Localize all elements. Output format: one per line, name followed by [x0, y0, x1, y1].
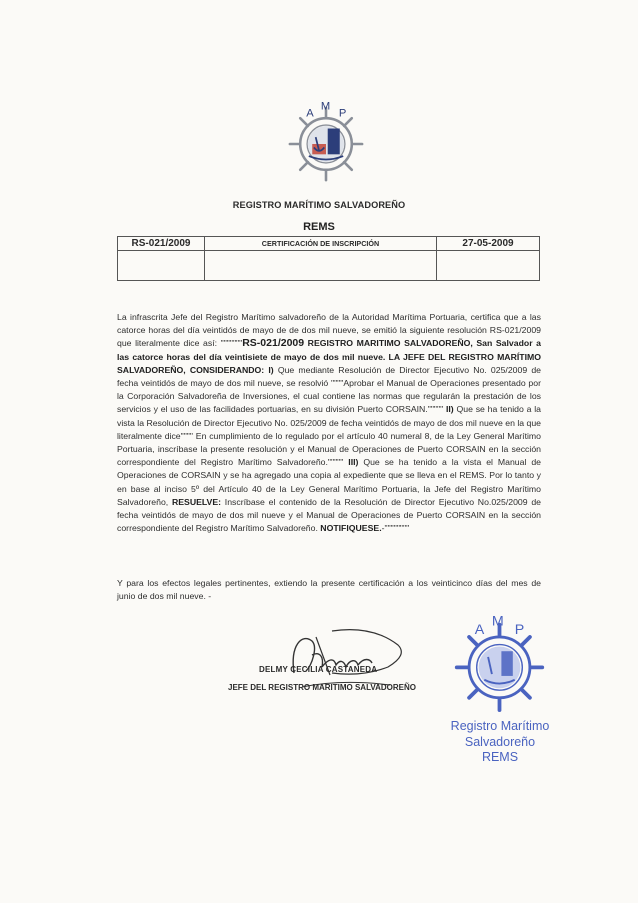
body-intro: La infrascrita Jefe del Registro Marítimo salvadoreño de la Autoridad Marítima Portuaria, certifica que a las catorce horas del día veintidós de mayo de de dos mil nueve, se emitió la siguiente resolución RS-021/2009 que literalmente dice así: """""""	[117, 312, 541, 349]
org-abbr: REMS	[303, 221, 335, 233]
resolution-ref: RS-021/2009	[242, 337, 305, 350]
logo-letter-p: P	[338, 107, 347, 120]
signer-title: JEFE DEL REGISTRO MARITIMO SALVADOREÑO	[228, 683, 417, 692]
body-paragraph	[117, 311, 541, 535]
body-considerando-3: Que se ha tenido a la vista el Manual de Operaciones de CORSAIN y se ha agregado una copia al expediente que se lleva en el REMS. Por lo tanto y en base al inciso 5º del Artículo 40 de la Ley General Marítimo Portuaria, la Jefe del Registro Marítimo Salvadoreño,	[117, 457, 541, 507]
numeral-ii: II)	[443, 404, 454, 415]
logo-letter-m: M	[320, 101, 331, 113]
seal-letter-m: M	[491, 615, 504, 630]
resolution-number: RS-021/2009	[131, 238, 191, 249]
seal-letter-p: P	[514, 622, 525, 639]
certificate-date: 27-05-2009	[462, 238, 514, 249]
official-seal-icon	[452, 615, 547, 715]
certificate-header-table	[117, 236, 540, 281]
resolution-number-cell	[118, 237, 205, 280]
body-considerando-2: Que se ha tenido a la vista la Resolución de Director Ejecutivo No. 025/2009 de fecha veintidós de mayo de dos mil nueve en la que literalmente dice"""" En cumplimiento de lo regulado por el artículo 40 numeral 8, de la Ley General Marítimo Portuaria, inscríbase la presente resolución y el Manual de Operaciones de Puerto CORSAIN en la sección correspondiente del Registro Marítimo Salvadoreño."""""	[117, 404, 542, 468]
closing-paragraph: Y para los efectos legales pertinentes, extiendo la presente certificación a los veinticinco días del mes de junio de dos mil nueve. -	[117, 578, 541, 602]
logo-letter-a: A	[306, 107, 314, 120]
body-resolution: Inscríbase el contenido de la Resolución de Director Ejecutivo No.025/2009 de fecha veintidós de mayo de dos mil nueve y el Manual de Operaciones de Puerto CORSAIN en la sección correspondiente del Registro Marítimo Salvadoreño.	[117, 496, 541, 534]
org-name: REGISTRO MARÍTIMO SALVADOREÑO	[232, 200, 406, 210]
seal-letter-a: A	[474, 622, 485, 639]
notifiquese-label: NOTIFIQUESE.	[317, 523, 382, 534]
certificate-title-cell	[205, 237, 437, 280]
resuelve-label: RESUELVE:	[168, 496, 222, 507]
body-heading: REGISTRO MARITIMO SALVADOREÑO, San Salvador a las catorce horas del día veintisiete de mayo de dos mil nueve. LA JEFE DEL REGISTRO MARÍTIMO SALVADOREÑO, CONSIDERANDO: I)	[117, 338, 541, 375]
seal-text-line2: Salvadoreño	[464, 735, 536, 749]
certificate-title: CERTIFICACIÓN DE INSCRIPCIÓN	[261, 239, 380, 248]
signer-name: DELMY CECILIA CASTANEDA	[259, 665, 378, 674]
seal-text-line1: Registro Marítimo	[450, 719, 550, 733]
body-end-quotes: -""""""""	[381, 523, 410, 534]
numeral-iii: III)	[343, 457, 359, 468]
date-cell	[437, 237, 539, 280]
amp-logo-icon	[283, 101, 369, 187]
body-considerando-1: Que mediante Resolución de Director Ejecutivo No. 025/2009 de fecha veintidós de mayo de dos mil nueve, se resolvió """"Aprobar el Manual de Operaciones presentado por la Corporación Salvadoreña de Inversiones, el cual contiene las normas que regularán la prestación de los servicios y el uso de las facilidades portuarias, en su división Puerto CORSAIN."""""	[117, 364, 541, 415]
seal-text-line3: REMS	[481, 750, 519, 764]
